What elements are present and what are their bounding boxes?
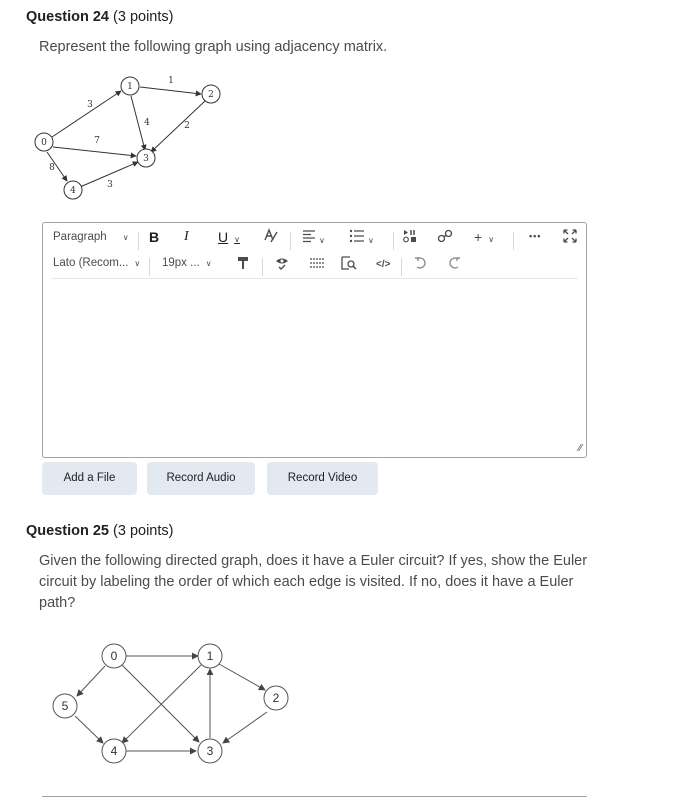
toolbar-row-2 xyxy=(43,253,586,279)
paint-format-icon xyxy=(236,256,250,270)
text-color-button[interactable] xyxy=(262,228,278,247)
chevron-down-icon: ∨ xyxy=(134,259,141,268)
graph-node-label: 2 xyxy=(272,691,280,705)
text-color-icon xyxy=(262,228,278,244)
font-size-dropdown[interactable] xyxy=(162,257,212,269)
underline-button[interactable] xyxy=(218,229,240,245)
font-size-label: 19px ... xyxy=(162,257,200,269)
next-editor-border xyxy=(42,796,587,797)
chevron-down-icon: ∨ xyxy=(205,259,212,268)
redo-icon xyxy=(447,256,461,270)
toolbar-divider-line xyxy=(51,278,578,279)
toolbar-row-1 xyxy=(43,227,586,253)
question-25-prompt xyxy=(39,551,587,614)
align-left-icon xyxy=(302,229,316,243)
format-painter-button[interactable] xyxy=(236,256,250,273)
find-replace-button[interactable] xyxy=(341,256,357,273)
graph-node-label: 5 xyxy=(61,699,69,713)
accessibility-checker-button[interactable] xyxy=(275,256,289,273)
link-icon xyxy=(437,229,453,243)
prompt-line: circuit by labeling the order of which each edge is visited. If no, does it have a Euler xyxy=(39,574,574,590)
edge-weight-label: 2 xyxy=(184,121,190,131)
underline-label: U xyxy=(218,229,229,245)
toolbar-divider xyxy=(262,258,263,276)
chevron-down-icon: ∨ xyxy=(368,236,374,245)
italic-button[interactable]: I xyxy=(184,229,189,244)
bullet-list-icon xyxy=(349,229,365,243)
edge-weight-label: 3 xyxy=(87,100,93,110)
accessibility-icon xyxy=(275,256,289,270)
chevron-down-icon: ∨ xyxy=(488,235,495,244)
question-points: (3 points) xyxy=(113,9,174,25)
question-24-prompt: Represent the following graph using adjacency matrix. xyxy=(39,39,388,55)
source-code-button[interactable]: </> xyxy=(376,259,391,270)
prompt-line: path? xyxy=(39,595,76,611)
edge-weight-label: 3 xyxy=(107,180,113,190)
equation-icon xyxy=(309,256,325,270)
edge-weight-label: 7 xyxy=(94,136,100,146)
toolbar-divider xyxy=(138,232,139,250)
toolbar-divider xyxy=(513,232,514,250)
record-video-button[interactable]: Record Video xyxy=(267,462,378,495)
expand-icon xyxy=(563,229,577,243)
edge-weight-label: 4 xyxy=(144,118,150,128)
resize-handle-icon[interactable]: ∕∕ xyxy=(578,443,582,454)
record-audio-button[interactable]: Record Audio xyxy=(147,462,255,495)
chevron-down-icon: ∨ xyxy=(234,235,240,244)
insert-link-button[interactable] xyxy=(437,229,453,246)
align-dropdown[interactable] xyxy=(302,229,325,246)
toolbar-divider xyxy=(393,232,394,250)
insert-equation-button[interactable] xyxy=(309,256,325,273)
paragraph-style-label: Paragraph xyxy=(53,231,107,243)
add-file-button[interactable]: Add a File xyxy=(42,462,137,495)
list-dropdown[interactable] xyxy=(349,229,374,246)
edge-weight-label: 1 xyxy=(168,76,174,86)
font-family-label: Lato (Recom... xyxy=(53,257,129,269)
question-25-title xyxy=(26,523,173,539)
more-actions-button[interactable]: ••• xyxy=(529,231,542,241)
insert-dropdown[interactable] xyxy=(474,229,494,245)
graph-node-label: 0 xyxy=(41,138,47,148)
graph-node-label: 3 xyxy=(206,744,214,758)
question-points: (3 points) xyxy=(113,523,174,539)
plus-icon: + xyxy=(474,229,483,245)
question-label: Question 24 xyxy=(26,9,109,25)
graph-node-label: 0 xyxy=(110,649,118,663)
graph-node-label: 2 xyxy=(208,90,214,100)
graph-node-label: 1 xyxy=(127,82,133,92)
toolbar-divider xyxy=(401,258,402,276)
question-label: Question 25 xyxy=(26,523,109,539)
graph-node-label: 1 xyxy=(206,649,214,663)
prompt-line: Given the following directed graph, does it have a Euler circuit? If yes, show the Euler xyxy=(39,553,588,569)
redo-button[interactable] xyxy=(447,256,461,273)
toolbar-divider xyxy=(149,258,150,276)
font-family-dropdown[interactable] xyxy=(53,257,140,269)
graph-node-label: 3 xyxy=(143,154,149,164)
toolbar-divider xyxy=(290,232,291,250)
undo-button[interactable] xyxy=(414,256,428,273)
insert-media-button[interactable] xyxy=(403,229,419,246)
chevron-down-icon: ∨ xyxy=(122,233,129,242)
chevron-down-icon: ∨ xyxy=(319,236,325,245)
editor-content-area[interactable] xyxy=(51,283,578,445)
rich-text-editor[interactable] xyxy=(42,222,587,458)
directed-graph-figure xyxy=(0,630,679,800)
find-icon xyxy=(341,256,357,270)
bold-button[interactable]: B xyxy=(149,229,160,245)
paragraph-style-dropdown[interactable] xyxy=(53,231,129,243)
media-icon xyxy=(403,229,419,243)
fullscreen-button[interactable] xyxy=(563,229,577,246)
edge-weight-label: 8 xyxy=(49,163,55,173)
graph-node-label: 4 xyxy=(110,744,118,758)
graph-node-label: 4 xyxy=(70,186,76,196)
undo-icon xyxy=(414,256,428,270)
weighted-graph-figure xyxy=(0,0,679,220)
